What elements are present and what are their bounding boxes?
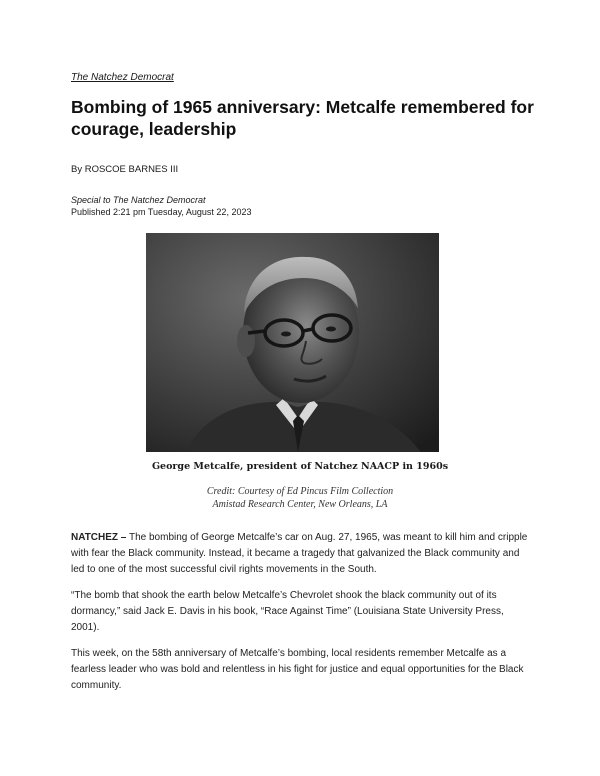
publication-name[interactable]: The Natchez Democrat [71,72,174,83]
dateline: NATCHEZ – [71,532,127,543]
photo-credit-location: Amistad Research Center, New Orleans, LA [212,499,388,510]
byline: By ROSCOE BARNES III [71,164,179,175]
body-paragraph-1 [71,530,533,578]
article-headline: Bombing of 1965 anniversary: Metcalfe remembered for courage, leadership [71,97,534,139]
published-date: Published 2:21 pm Tuesday, August 22, 2023 [71,207,252,217]
photo-credit: Credit: Courtesy of Ed Pincus Film Collection [206,486,394,497]
portrait-photo [146,233,439,452]
paragraph-1-text: The bombing of George Metcalfe’s car on Aug. 27, 1965, was meant to kill him and cripple with fear the Black community. Instead, it became a tragedy that galvanized the Black community and led to one of the most successful civil rights movements in the South. [71,532,528,575]
body-paragraph-3: This week, on the 58th anniversary of Metcalfe’s bombing, local residents remember Metcalfe as a fearless leader who was bold and relentless in his fight for justice and equal opportunities for the Black community. [71,648,524,691]
body-paragraph-2: “The bomb that shook the earth below Metcalfe’s Chevrolet shook the black community out of its dormancy,” said Jack E. Davis in his book, “Race Against Time” (Louisiana State University Press, 2001). [71,590,504,633]
special-note: Special to The Natchez Democrat [71,195,206,205]
photo-caption: George Metcalfe, president of Natchez NAACP in 1960s [151,461,449,472]
